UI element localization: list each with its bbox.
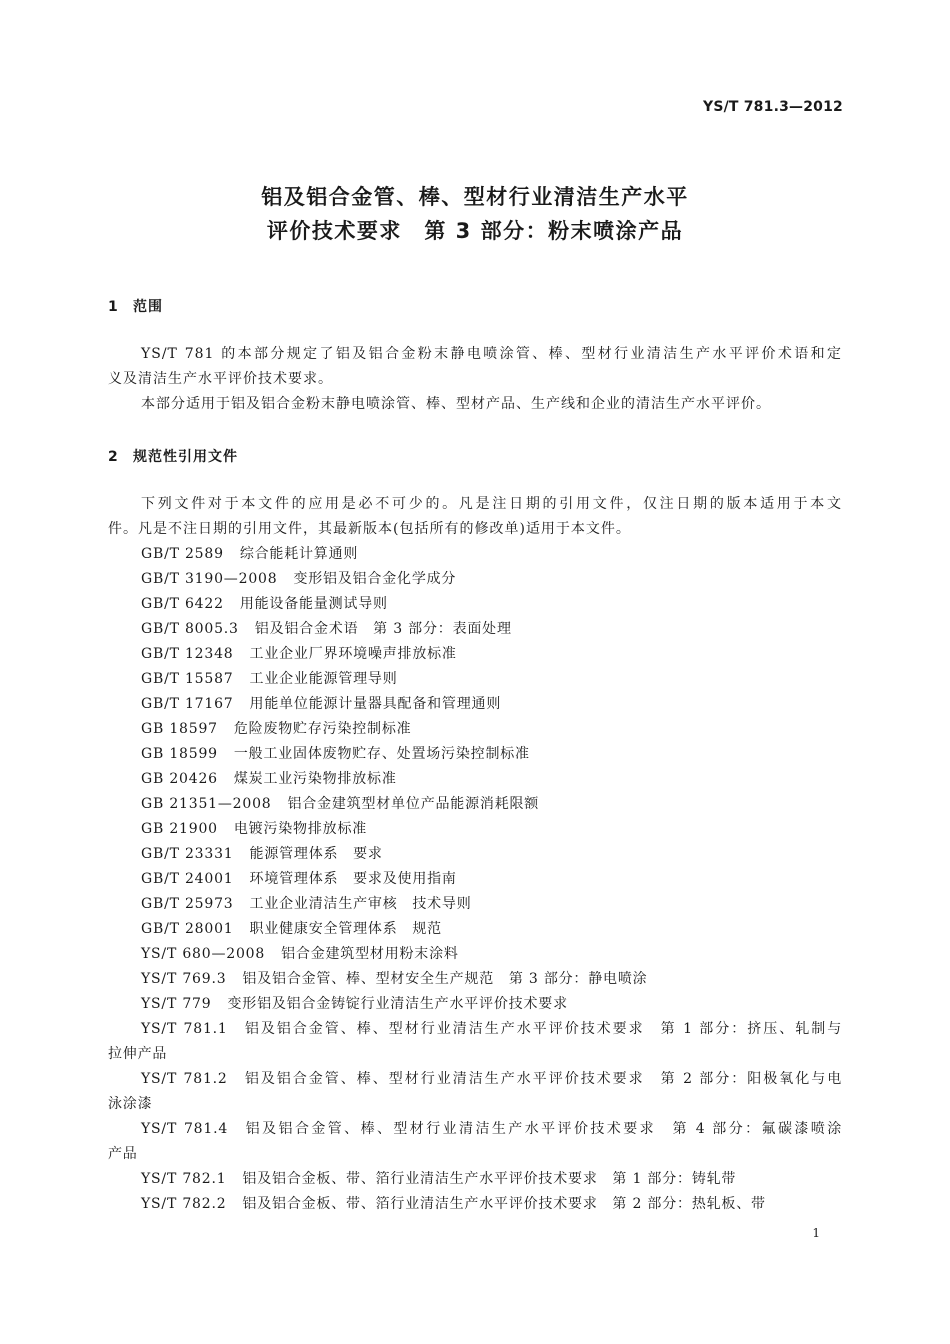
reference-title: 工业企业清洁生产审核 技术导则 — [249, 896, 472, 912]
reference-item — [141, 869, 842, 889]
reference-title: 铝及铝合金管、棒、型材安全生产规范 第 3 部分：静电喷涂 — [242, 971, 648, 987]
reference-item — [141, 1194, 842, 1214]
reference-item — [141, 569, 842, 589]
reference-code: YS/T 782.2 — [141, 1196, 227, 1212]
reference-title: 能源管理体系 要求 — [249, 846, 383, 862]
section-number: 1 — [108, 299, 119, 315]
reference-title: 铝及铝合金管、棒、型材行业清洁生产水平评价技术要求 第 1 部分：挤压、轧制与 — [243, 1021, 842, 1037]
section-title: 规范性引用文件 — [133, 449, 238, 465]
reference-code: YS/T 769.3 — [141, 971, 227, 987]
reference-code: GB/T 23331 — [141, 846, 234, 862]
reference-title: 铝及铝合金管、棒、型材行业清洁生产水平评价技术要求 第 4 部分：氟碳漆喷涂 — [244, 1121, 842, 1137]
reference-title: 变形铝及铝合金化学成分 — [293, 571, 457, 587]
reference-title: 铝及铝合金板、带、箔行业清洁生产水平评价技术要求 第 1 部分：铸轧带 — [242, 1171, 737, 1187]
reference-title: 铝及铝合金术语 第 3 部分：表面处理 — [254, 621, 512, 637]
reference-title: 电镀污染物排放标准 — [233, 821, 368, 837]
reference-item — [141, 644, 842, 664]
reference-title: 综合能耗计算通则 — [239, 546, 359, 562]
reference-title: 用能单位能源计量器具配备和管理通则 — [249, 696, 502, 712]
reference-item — [141, 769, 842, 789]
reference-code: GB 18597 — [141, 721, 218, 737]
reference-code: GB/T 15587 — [141, 671, 234, 687]
section-title: 范围 — [133, 299, 163, 315]
reference-item — [141, 1019, 842, 1039]
scope-paragraph-line-1: YS/T 781 的本部分规定了铝及铝合金粉末静电喷涂管、棒、型材行业清洁生产水平评价术语和定 — [141, 346, 842, 362]
reference-code: GB 20426 — [141, 771, 218, 787]
reference-title: 职业健康安全管理体系 规范 — [249, 921, 442, 937]
intro-paragraph-line-2: 件。凡是不注日期的引用文件，其最新版本(包括所有的修改单)适用于本文件。 — [108, 521, 631, 537]
reference-code: GB/T 8005.3 — [141, 621, 239, 637]
reference-item — [141, 619, 842, 639]
reference-item — [141, 1119, 842, 1139]
reference-code: YS/T 782.1 — [141, 1171, 227, 1187]
reference-item — [141, 819, 842, 839]
reference-title-continuation: 泳涂漆 — [108, 1096, 153, 1112]
reference-code: GB/T 25973 — [141, 896, 234, 912]
reference-item — [141, 844, 842, 864]
reference-title: 用能设备能量测试导则 — [239, 596, 388, 612]
reference-code: GB/T 17167 — [141, 696, 234, 712]
reference-item — [141, 1169, 842, 1189]
reference-title: 煤炭工业污染物排放标准 — [233, 771, 397, 787]
reference-title: 铝及铝合金板、带、箔行业清洁生产水平评价技术要求 第 2 部分：热轧板、带 — [242, 1196, 766, 1212]
reference-title: 环境管理体系 要求及使用指南 — [249, 871, 457, 887]
section-number: 2 — [108, 449, 119, 465]
reference-title: 危险废物贮存污染控制标准 — [233, 721, 412, 737]
reference-title: 一般工业固体废物贮存、处置场污染控制标准 — [233, 746, 530, 762]
reference-item — [141, 719, 842, 739]
reference-item — [141, 694, 842, 714]
reference-item — [141, 969, 842, 989]
section-2-heading — [108, 446, 238, 466]
scope-paragraph-2: 本部分适用于铝及铝合金粉末静电喷涂管、棒、型材产品、生产线和企业的清洁生产水平评价。 — [141, 396, 771, 412]
reference-code: YS/T 781.2 — [141, 1071, 228, 1087]
reference-code: GB/T 6422 — [141, 596, 224, 612]
reference-title: 铝及铝合金管、棒、型材行业清洁生产水平评价技术要求 第 2 部分：阳极氧化与电 — [243, 1071, 842, 1087]
reference-item — [141, 669, 842, 689]
reference-item — [141, 944, 842, 964]
reference-item — [141, 894, 842, 914]
reference-item — [141, 544, 842, 564]
document-title-line-1: 铝及铝合金管、棒、型材行业清洁生产水平 — [261, 185, 689, 209]
reference-code: GB/T 28001 — [141, 921, 234, 937]
standard-number: YS/T 781.3—2012 — [702, 99, 843, 115]
reference-item — [141, 594, 842, 614]
reference-code: YS/T 781.4 — [141, 1121, 229, 1137]
reference-code: GB/T 12348 — [141, 646, 234, 662]
reference-title: 工业企业能源管理导则 — [249, 671, 398, 687]
reference-code: YS/T 680—2008 — [141, 946, 266, 962]
reference-code: GB/T 2589 — [141, 546, 224, 562]
reference-code: GB 21900 — [141, 821, 218, 837]
reference-title: 工业企业厂界环境噪声排放标准 — [249, 646, 457, 662]
reference-code: YS/T 781.1 — [141, 1021, 228, 1037]
reference-item — [141, 994, 842, 1014]
page-number: 1 — [812, 1226, 820, 1240]
reference-title-continuation: 拉伸产品 — [108, 1046, 168, 1062]
reference-title: 变形铝及铝合金铸锭行业清洁生产水平评价技术要求 — [227, 996, 568, 1012]
reference-item — [141, 1069, 842, 1089]
document-title-line-2: 评价技术要求 第 3 部分：粉末喷涂产品 — [266, 219, 684, 243]
reference-code: GB/T 3190—2008 — [141, 571, 278, 587]
reference-title: 铝合金建筑型材单位产品能源消耗限额 — [287, 796, 540, 812]
reference-code: YS/T 779 — [141, 996, 212, 1012]
reference-code: GB 21351—2008 — [141, 796, 272, 812]
reference-code: GB/T 24001 — [141, 871, 234, 887]
reference-title-continuation: 产品 — [108, 1146, 138, 1162]
reference-item — [141, 744, 842, 764]
reference-item — [141, 794, 842, 814]
reference-item — [141, 919, 842, 939]
section-1-heading — [108, 296, 163, 316]
reference-title: 铝合金建筑型材用粉末涂料 — [281, 946, 459, 962]
scope-paragraph-line-2: 义及清洁生产水平评价技术要求。 — [108, 371, 333, 387]
intro-paragraph-line-1: 下列文件对于本文件的应用是必不可少的。凡是注日期的引用文件，仅注日期的版本适用于本文 — [141, 496, 842, 512]
reference-code: GB 18599 — [141, 746, 218, 762]
